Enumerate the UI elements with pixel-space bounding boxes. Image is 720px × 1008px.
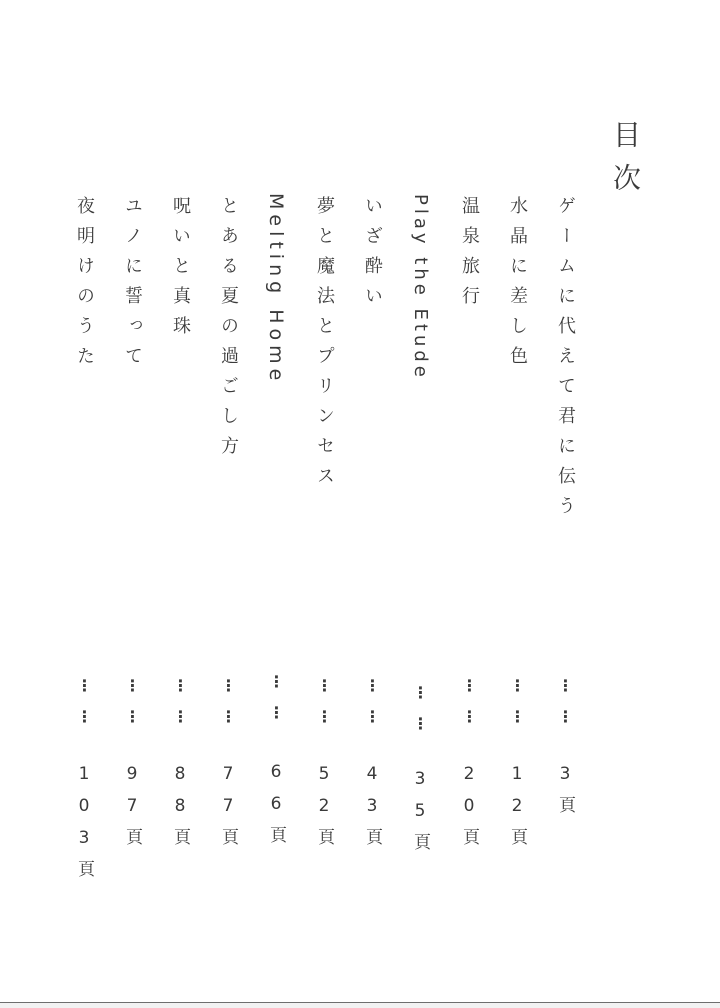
toc-entry-1 bbox=[550, 0, 580, 1000]
entry-title: 水晶に差し色 bbox=[507, 196, 528, 376]
toc-entry-11 bbox=[69, 0, 99, 1000]
entry-leader-dots: ⋮⋮ bbox=[315, 676, 334, 738]
entry-page-number: 35頁 bbox=[410, 769, 430, 862]
toc-entry-3 bbox=[454, 0, 484, 1000]
entry-title: 夜明けのうた bbox=[74, 196, 95, 376]
entry-title: Melting Home bbox=[265, 193, 287, 386]
entry-page-number: 20頁 bbox=[459, 764, 479, 857]
entry-title: いざ酔い bbox=[362, 196, 383, 316]
entry-title: Play the Etude bbox=[410, 194, 431, 381]
page-bottom-margin bbox=[0, 1003, 720, 1008]
entry-leader-dots: ⋮⋮ bbox=[267, 672, 286, 734]
toc-entry-10 bbox=[117, 0, 147, 1000]
entry-title: とある夏の過ごし方 bbox=[218, 196, 239, 466]
entry-page-number: 3頁 bbox=[555, 764, 575, 825]
toc-entry-9 bbox=[165, 0, 195, 1000]
entry-page-number: 97頁 bbox=[122, 764, 142, 857]
entry-title: 温泉旅行 bbox=[459, 196, 480, 316]
entry-leader-dots: ⋮⋮ bbox=[171, 676, 190, 738]
entry-title: ユノに誓って bbox=[122, 196, 143, 376]
entry-leader-dots: ⋮⋮ bbox=[508, 676, 527, 738]
entry-leader-dots: ⋮⋮ bbox=[219, 676, 238, 738]
entry-leader-dots: ⋮⋮ bbox=[556, 676, 575, 738]
entry-leader-dots: ⋮⋮ bbox=[411, 683, 430, 745]
entry-leader-dots: ⋮⋮ bbox=[123, 676, 142, 738]
entry-page-number: 52頁 bbox=[314, 764, 334, 857]
toc-entry-7 bbox=[261, 0, 291, 1000]
entry-page-number: 12頁 bbox=[507, 764, 527, 857]
entry-page-number: 77頁 bbox=[218, 764, 238, 857]
entry-title: ゲームに代えて君に伝う bbox=[555, 196, 576, 526]
entry-page-number: 88頁 bbox=[170, 764, 190, 857]
toc-entry-6 bbox=[309, 0, 339, 1000]
entry-page-number: 103頁 bbox=[74, 764, 94, 889]
entry-page-number: 66頁 bbox=[266, 762, 286, 855]
toc-heading: 目次 bbox=[609, 120, 642, 206]
entry-title: 呪いと真珠 bbox=[170, 196, 191, 346]
entry-page-number: 43頁 bbox=[362, 764, 382, 857]
toc-entry-5 bbox=[357, 0, 387, 1000]
entry-leader-dots: ⋮⋮ bbox=[75, 676, 94, 738]
toc-entry-2 bbox=[502, 0, 532, 1000]
toc-entry-8 bbox=[213, 0, 243, 1000]
entry-leader-dots: ⋮⋮ bbox=[460, 676, 479, 738]
toc-entry-4 bbox=[405, 0, 435, 1000]
entry-title: 夢と魔法とプリンセス bbox=[314, 196, 335, 496]
entry-leader-dots: ⋮⋮ bbox=[363, 676, 382, 738]
